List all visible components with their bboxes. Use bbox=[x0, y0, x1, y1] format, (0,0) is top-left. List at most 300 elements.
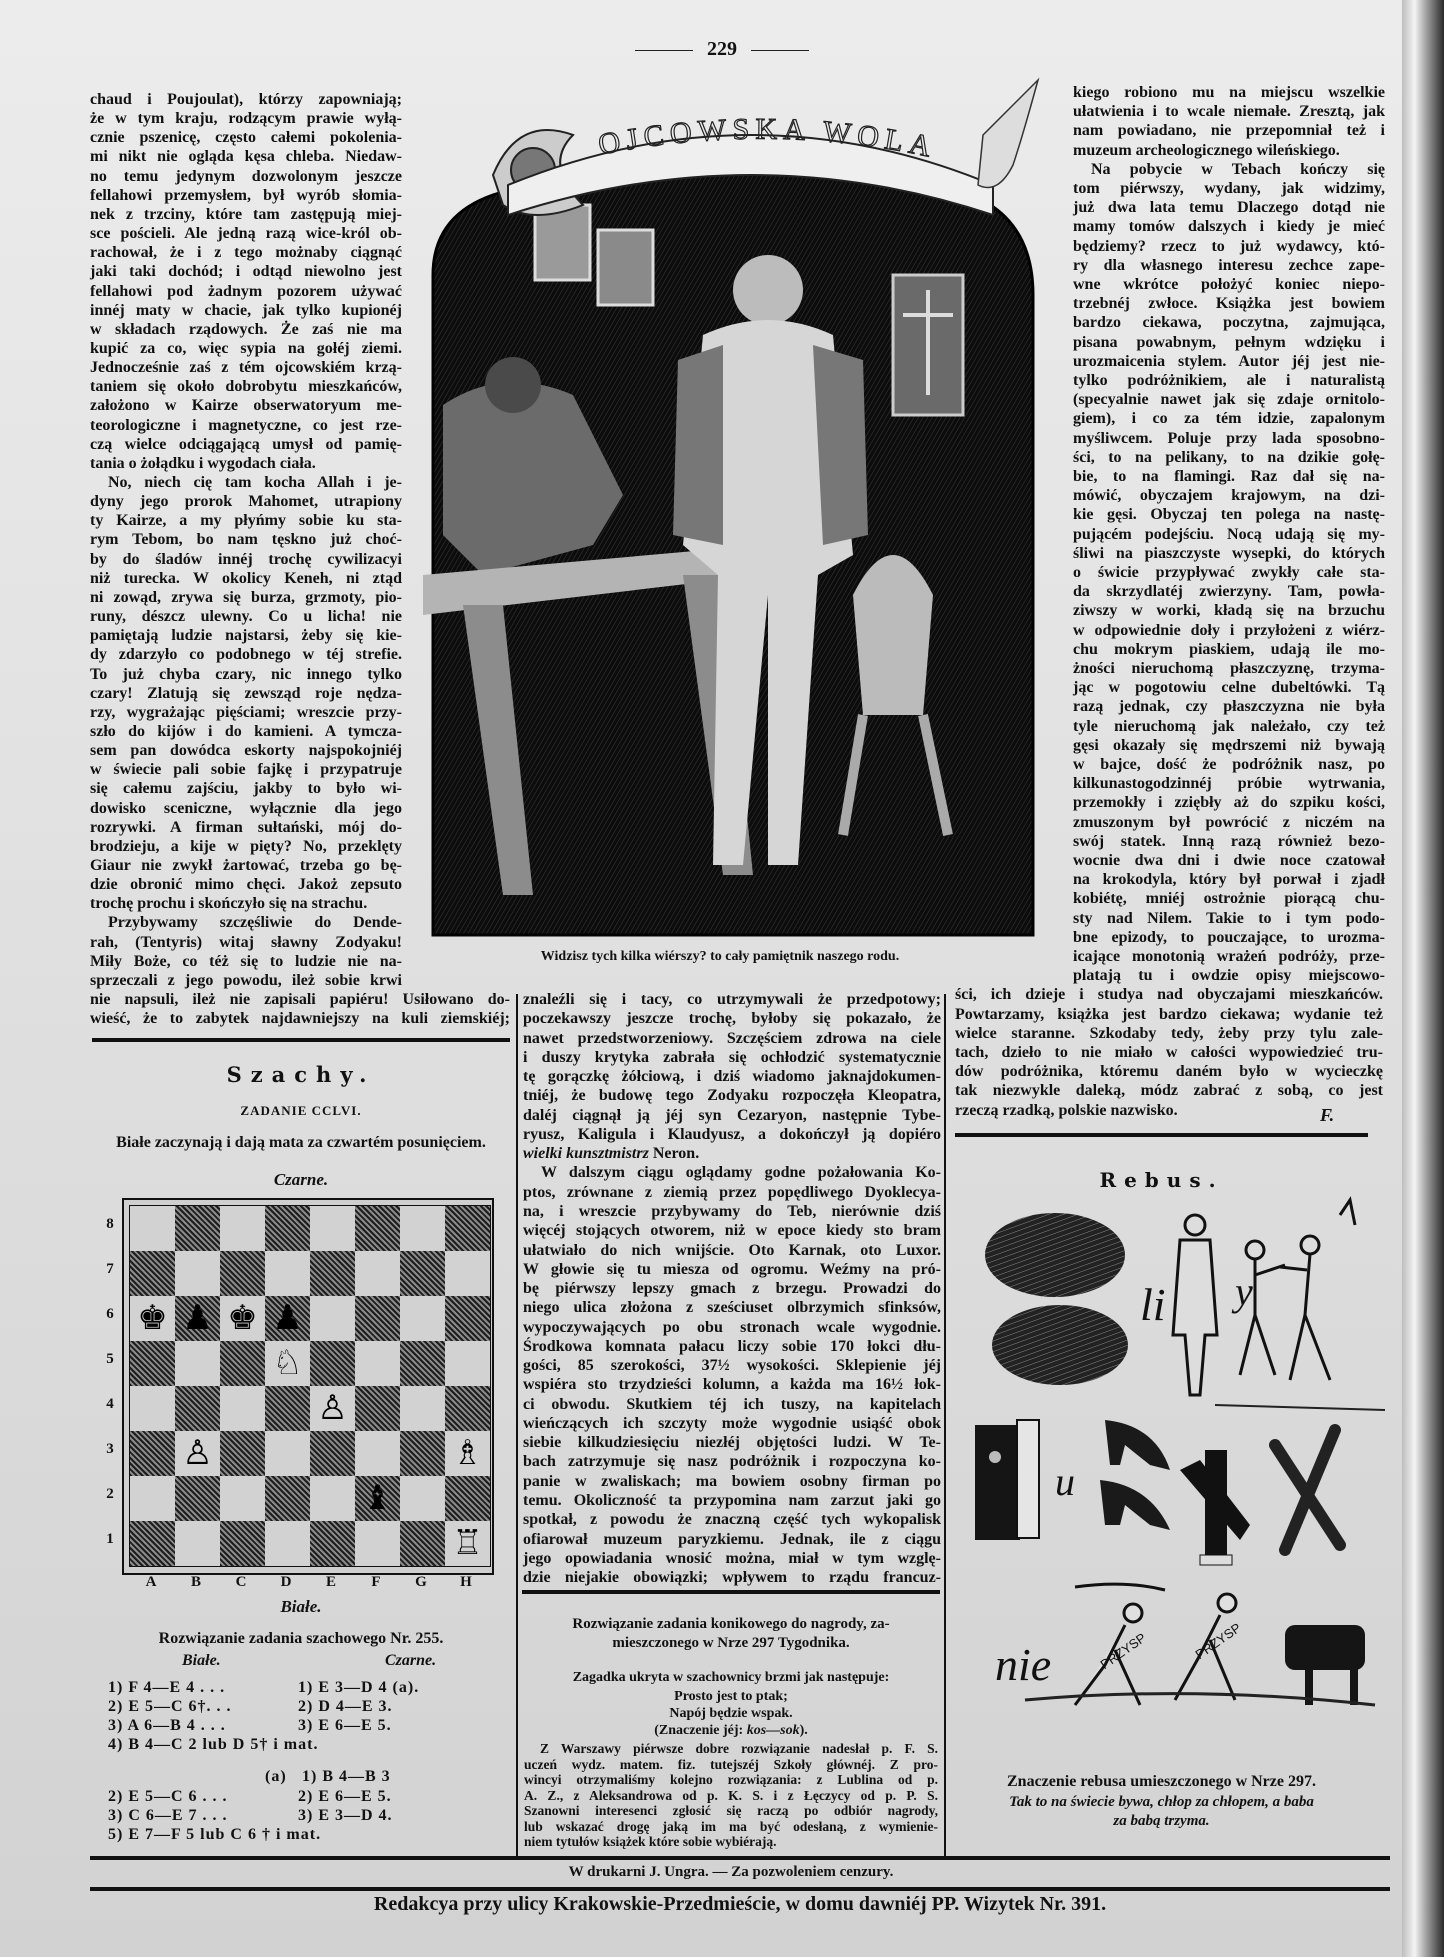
text-line-content bbox=[90, 971, 402, 990]
text-line bbox=[90, 262, 402, 281]
text-line-words: mi nikt nie ogląda kęsa chleba. Niedaw- bbox=[90, 148, 402, 166]
text-line-words: jaki taki dochód; i odtąd niewolno jest bbox=[90, 263, 402, 281]
text-line-words: ści, ich dzieje i studya nad obyczajami mieszkańców. bbox=[955, 986, 1383, 1004]
text-line-words: ułatwiało do nich wnijście. Oto Karnak, oto Luxor. bbox=[523, 1241, 941, 1259]
text-line-words: wypoczywających po obu stronach wcale wygodnie. bbox=[523, 1318, 941, 1336]
text-line bbox=[90, 435, 402, 454]
text-line bbox=[90, 856, 402, 875]
text-line bbox=[523, 1356, 941, 1375]
chess-move: 5) E 7—F 5 lub C 6 † i mat. bbox=[108, 1826, 322, 1843]
text-line-words: To już chyba czary, nic innego tylko bbox=[90, 665, 402, 683]
square-c8 bbox=[220, 1206, 265, 1251]
text-line-content bbox=[90, 282, 402, 301]
text-line-words: niego ulica złożona z sześciuset olbrzymich sfinksów, bbox=[523, 1299, 941, 1317]
square-f7 bbox=[355, 1251, 400, 1296]
text-line bbox=[1073, 198, 1385, 217]
square-h8 bbox=[445, 1206, 490, 1251]
text-line bbox=[1073, 832, 1385, 851]
printer-note: W drukarni J. Ungra. — Za pozwoleniem cenzury. bbox=[568, 1864, 894, 1880]
rank-label: 6 bbox=[106, 1306, 114, 1322]
text-line-content bbox=[90, 243, 402, 262]
page-number bbox=[0, 38, 1444, 61]
text-line bbox=[90, 282, 402, 301]
chair-back bbox=[853, 555, 933, 715]
text-line bbox=[955, 1005, 1383, 1024]
text-line-words: myśliwcem. Poluje przy lada sposobno- bbox=[1073, 429, 1385, 447]
text-line bbox=[1073, 352, 1385, 371]
square-h1 bbox=[445, 1521, 490, 1566]
text-line bbox=[1073, 928, 1385, 947]
text-line-words: sty nad Nilem. Takie to i tym podo- bbox=[1073, 909, 1385, 927]
text-line-words: dów podróżnika, któremu daném było w wycieczkę bbox=[955, 1063, 1383, 1081]
text-line-words: razą jednak, czy płaszczyzna nie była bbox=[1073, 698, 1385, 716]
text-line-words: ci obwodu. Skutkiem téj ich tuszy, na kapitelach bbox=[523, 1395, 941, 1413]
text-line bbox=[523, 1029, 941, 1048]
text-line-content bbox=[90, 894, 367, 913]
engraving-svg bbox=[423, 75, 1041, 945]
rank-label: 3 bbox=[106, 1441, 114, 1457]
square-e8 bbox=[310, 1206, 355, 1251]
text-line bbox=[90, 301, 402, 320]
text-line-content bbox=[1073, 678, 1385, 697]
text-line bbox=[90, 1009, 510, 1028]
text-line-words: dyny jego prorok Mahomet, utrapiony bbox=[90, 493, 402, 511]
square-f5 bbox=[355, 1341, 400, 1386]
text-line-content bbox=[90, 703, 402, 722]
chess-board bbox=[122, 1198, 494, 1575]
text-line-content bbox=[90, 128, 402, 147]
text-line-words: innéj maty w chacie, jak tylko kupionéj bbox=[90, 301, 402, 319]
oxen-icon bbox=[1285, 1625, 1365, 1705]
text-line-content bbox=[90, 684, 402, 703]
text-line-content bbox=[1073, 563, 1385, 582]
text-line bbox=[523, 1491, 941, 1510]
text-line-words: się całemu zajściu, jakby to było wi- bbox=[90, 780, 402, 798]
text-line-content bbox=[90, 186, 402, 205]
text-line bbox=[955, 1043, 1383, 1062]
text-line-words: tach, dzieło to nie miało w całości wypowiedzieć tru- bbox=[955, 1044, 1383, 1061]
variation-first-move: 1) B 4—B 3 bbox=[302, 1768, 391, 1785]
rebus-title: Rebus. bbox=[1099, 1168, 1224, 1192]
text-line-words: rah, (Tentyris) witaj sławny Zodyaku! bbox=[90, 933, 402, 951]
footer-rule bbox=[90, 1887, 1390, 1891]
file-label: G bbox=[415, 1574, 427, 1590]
square-d2 bbox=[265, 1476, 310, 1521]
column-divider bbox=[944, 994, 946, 1856]
text-line-content bbox=[1073, 851, 1385, 870]
text-line bbox=[523, 1568, 941, 1587]
text-line-content bbox=[90, 875, 402, 894]
text-line-content bbox=[1073, 121, 1385, 140]
text-line bbox=[1073, 659, 1385, 678]
chess-piece-icon: ♟ bbox=[182, 1298, 213, 1338]
text-line bbox=[1091, 160, 1385, 179]
chess-piece-icon: ♗ bbox=[452, 1433, 483, 1473]
text-line-content bbox=[1073, 371, 1385, 390]
wall-icon-picture bbox=[535, 205, 590, 280]
text-line-content bbox=[90, 90, 402, 109]
meaning-answer: kos—sok bbox=[746, 1723, 800, 1738]
file-label: H bbox=[460, 1574, 472, 1590]
text-line-words: wieść, że to zabytek najdawniejszy na kuli ziemskiéj; bbox=[90, 1010, 510, 1028]
text-line-words: pamiętają ludzie najstarsi, żeby się kie- bbox=[90, 627, 402, 645]
text-line-content bbox=[523, 1414, 941, 1433]
text-line bbox=[523, 1337, 941, 1356]
text-line-content bbox=[1073, 889, 1385, 908]
text-line bbox=[90, 128, 402, 147]
text-line bbox=[90, 396, 402, 415]
text-line-content bbox=[1073, 601, 1385, 620]
editorial-address: Redakcya przy ulicy Krakowskie-Przedmieście, w domu dawniéj PP. Wizytek Nr. 391. bbox=[373, 1893, 1107, 1915]
text-line-words: jego opowiadania wnosić można, miał w tym wzglę- bbox=[523, 1549, 941, 1567]
text-line-content bbox=[523, 1009, 941, 1028]
chess-piece-icon: ♚ bbox=[137, 1298, 168, 1338]
text-line bbox=[955, 985, 1383, 1004]
meaning-prefix: (Znaczenie jéj: bbox=[654, 1723, 747, 1738]
text-line-words: No, niech cię tam kocha Allah i je- bbox=[108, 474, 402, 491]
rank-label: 1 bbox=[106, 1531, 114, 1547]
text-line-content bbox=[90, 167, 402, 186]
text-line-content bbox=[90, 990, 510, 1009]
chess-move: 3) A 6—B 4 . . . bbox=[108, 1717, 226, 1734]
text-line bbox=[90, 358, 402, 377]
text-line-content bbox=[955, 1024, 1383, 1043]
square-f8 bbox=[355, 1206, 400, 1251]
square-e7 bbox=[310, 1251, 355, 1296]
rebus-picture bbox=[955, 1195, 1395, 1715]
text-line-content bbox=[1073, 947, 1385, 966]
text-line-words: ry dla własnego interesu zechce zape- bbox=[1073, 256, 1385, 274]
fighting-figures bbox=[1240, 1200, 1355, 1380]
text-line-words: wielce staranne. Szkodaby tedy, żeby przy tylu zale- bbox=[955, 1024, 1383, 1042]
text-line-content bbox=[1073, 928, 1385, 947]
text-line bbox=[90, 952, 402, 971]
text-line-content bbox=[90, 262, 402, 281]
text-line-content bbox=[90, 416, 402, 435]
text-line-content bbox=[1073, 505, 1385, 524]
author-signature: F. bbox=[1320, 1105, 1335, 1125]
text-line-words: gęsi okazały się mędrszemi niż bywają bbox=[1073, 736, 1385, 754]
text-line-content bbox=[90, 741, 402, 760]
text-line bbox=[523, 1009, 941, 1028]
file-label: B bbox=[190, 1574, 201, 1590]
square-b5 bbox=[175, 1341, 220, 1386]
text-line-content bbox=[1073, 909, 1385, 928]
text-line-content bbox=[90, 569, 402, 588]
text-line-words: jąc w pogotowiu celne dubeltówki. Tą bbox=[1073, 679, 1385, 697]
text-line-content bbox=[1073, 525, 1385, 544]
text-line bbox=[90, 530, 402, 549]
text-line-words: tylko podróżnikiem, ale i naturalistą bbox=[1073, 372, 1385, 389]
solution-black-header: Czarne. bbox=[385, 1652, 437, 1669]
section-rule bbox=[92, 1038, 510, 1042]
text-line-words: icające monotonią wrażeń podróży, prze- bbox=[1073, 948, 1385, 965]
text-line-content bbox=[523, 1510, 941, 1529]
knight-puzzle-line-text: niem tytułów książek które sobie wybiérają. bbox=[524, 1834, 777, 1849]
text-line bbox=[1073, 544, 1385, 563]
text-line-content bbox=[108, 913, 402, 932]
text-line-content bbox=[523, 1530, 941, 1549]
text-line-words: wieńczących ich szczyty może wygodnie usiąść obok bbox=[523, 1414, 941, 1432]
square-d6 bbox=[265, 1296, 310, 1341]
file-label: F bbox=[371, 1574, 381, 1590]
rebus-letters-li: li bbox=[1140, 1279, 1166, 1330]
text-line-words: kie gęsi. Obyczaj ten polega na nastę- bbox=[1073, 506, 1385, 524]
text-line bbox=[523, 1433, 941, 1452]
text-line-content bbox=[90, 588, 402, 607]
chess-move: 3) C 6—E 7 . . . bbox=[108, 1807, 228, 1824]
text-line-content bbox=[90, 435, 402, 454]
text-line-words: fellahowi pod żadnym pozorem używać bbox=[90, 282, 402, 300]
text-line bbox=[523, 1279, 941, 1298]
text-line-words: będziemy? rzecz to już wydawcy, któ- bbox=[1073, 237, 1385, 255]
text-line-content bbox=[90, 454, 316, 473]
text-line-content bbox=[1073, 256, 1385, 275]
rebus-letter-u: u bbox=[1055, 1459, 1075, 1504]
text-line bbox=[523, 1472, 941, 1491]
text-line-words: kiego robiono mu na miejscu wszelkie bbox=[1073, 84, 1385, 101]
text-line-words: ziwszy w worki, kładą się na brzuchu bbox=[1073, 602, 1385, 620]
text-line-content bbox=[523, 1125, 941, 1144]
knight-puzzle-verse-2: Napój będzie wspak. bbox=[669, 1706, 793, 1721]
text-line-words: tę gorączkę żółciową, i dziś wiadomo jaknajdokumen- bbox=[523, 1068, 941, 1086]
rebus-letters-nie: nie bbox=[995, 1639, 1052, 1690]
knight-puzzle-meaning bbox=[522, 1723, 940, 1739]
text-line-words: ułatwienia i to wcale niemałe. Zresztą, jak bbox=[1073, 103, 1385, 121]
text-line-words: kilkunastogodzinnéj próbie wytrwania, bbox=[1073, 775, 1385, 793]
text-line-words: wspiéra sto trzydzieści kolumn, a każda ma 16½ łok- bbox=[523, 1376, 941, 1394]
text-line-content bbox=[90, 1009, 510, 1028]
chess-title: Szachy. bbox=[226, 1062, 376, 1087]
text-line-words: niż turecka. W okolicy Keneh, ni ztąd bbox=[90, 569, 402, 587]
text-line bbox=[90, 550, 402, 569]
text-line-content bbox=[1073, 217, 1385, 236]
text-line-content bbox=[1073, 621, 1385, 640]
text-line-content bbox=[955, 1005, 1383, 1024]
text-line-words: więcéj stojących otworem, niż w epoce kiedy sto bram bbox=[523, 1222, 941, 1240]
text-line bbox=[523, 1106, 941, 1125]
text-line bbox=[1073, 102, 1385, 121]
text-line-words: dy zdarzyło co podobnego w téj strefie. bbox=[90, 646, 402, 664]
text-line-words: ptos, zrównane z ziemią przez popędliwego Dyoklecya- bbox=[523, 1183, 941, 1201]
text-line bbox=[523, 1125, 941, 1144]
text-line bbox=[108, 473, 402, 492]
text-line-words: ni zowąd, zrywa się burza, grzmoty, pio- bbox=[90, 588, 402, 606]
angel-figure bbox=[978, 80, 1038, 188]
text-line-content bbox=[523, 1549, 941, 1568]
text-line bbox=[1073, 966, 1385, 985]
text-line bbox=[90, 147, 402, 166]
text-line bbox=[523, 1144, 941, 1163]
scan-page-edge bbox=[1402, 0, 1444, 1957]
text-line bbox=[523, 1086, 941, 1105]
text-line bbox=[1073, 429, 1385, 448]
knight-puzzle-line bbox=[524, 1788, 938, 1804]
square-d5 bbox=[265, 1341, 310, 1386]
text-line-words: spotkał, z powodu że znaczną część tych wykopalisk bbox=[523, 1511, 941, 1529]
text-line-content bbox=[523, 1029, 941, 1048]
text-line bbox=[1073, 525, 1385, 544]
text-line-words: bne epizody, to pouczające, to urozma- bbox=[1073, 928, 1385, 946]
square-a2 bbox=[130, 1476, 175, 1521]
square-b7 bbox=[175, 1251, 220, 1296]
rebus-label-przysp: PRZYSP bbox=[1097, 1629, 1149, 1673]
chess-black-label: Czarne. bbox=[273, 1170, 329, 1189]
text-line-words: bie, to na flamingi. Raz dał się na- bbox=[1073, 468, 1385, 485]
text-line-words: na krokodyla, który był porwał i zjadł bbox=[1073, 871, 1385, 889]
chess-move: 2) E 6—E 5. bbox=[298, 1788, 392, 1805]
text-line-content bbox=[523, 1202, 941, 1221]
text-line bbox=[90, 588, 402, 607]
square-c5 bbox=[220, 1341, 265, 1386]
text-line-words: założono w Kairze obserwatoryum me- bbox=[90, 397, 402, 415]
text-line-content bbox=[1073, 870, 1385, 889]
wall-icon-picture bbox=[598, 230, 653, 305]
square-b1 bbox=[175, 1521, 220, 1566]
text-line-words: śliwi na piaszczyste wysepki, do których bbox=[1073, 544, 1385, 562]
text-line-words: już dwa lata temu Dlaczego dotąd nie bbox=[1073, 199, 1385, 217]
text-line-content bbox=[90, 760, 402, 779]
square-g2 bbox=[400, 1476, 445, 1521]
variation-label: (a) bbox=[265, 1768, 287, 1785]
knight-puzzle-line bbox=[524, 1772, 938, 1788]
crossed-bones-icon bbox=[1275, 1430, 1340, 1550]
text-line-content bbox=[1073, 390, 1385, 409]
text-line-words: Giaur nie zwykł żartować, trzeba go bę- bbox=[90, 857, 402, 874]
text-line-content bbox=[1073, 736, 1385, 755]
text-line-content bbox=[1073, 755, 1385, 774]
rank-label: 4 bbox=[106, 1396, 114, 1412]
text-line-words: tak niezwykle daleką, módz zabrać z sobą, co jest bbox=[955, 1082, 1383, 1100]
text-line-content bbox=[1073, 83, 1385, 102]
square-g1 bbox=[400, 1521, 445, 1566]
text-line bbox=[90, 933, 402, 952]
text-line-words: Środkowa komnata pałacu liczy sobie 170 łokci dłu- bbox=[523, 1337, 941, 1355]
text-line-words: ści, to na pelikany, to na dzikie gołę- bbox=[1073, 448, 1385, 466]
text-line-content bbox=[90, 626, 402, 645]
text-line-words: swój statek. Inną razą również bezo- bbox=[1073, 832, 1385, 850]
text-line-content bbox=[1073, 141, 1340, 160]
knight-puzzle-line bbox=[524, 1803, 938, 1819]
square-g6 bbox=[400, 1296, 445, 1341]
text-line-content bbox=[523, 1491, 941, 1510]
text-line-words: czary! Zlatują się zewsząd roje nędza- bbox=[90, 684, 402, 702]
text-line-words: o świcie przypływać zwykły całe sta- bbox=[1073, 564, 1385, 581]
banner-title-text: OJCOWSKA WOLA bbox=[595, 112, 940, 165]
text-line-words: bę piérwszy lepszy gmach z brzegu. Prowadzi do bbox=[523, 1280, 941, 1298]
text-line-content bbox=[523, 1318, 941, 1337]
text-line bbox=[523, 1530, 941, 1549]
engraving-illustration bbox=[423, 75, 1041, 945]
text-line-content bbox=[90, 722, 402, 741]
text-line-words: na, i wreszcie przybywamy do Teb, nierównie dziś bbox=[523, 1202, 941, 1220]
text-line-words: giem), i co za tém idzie, zapalonym bbox=[1073, 410, 1385, 428]
text-line-content bbox=[1073, 352, 1385, 371]
text-line-content bbox=[523, 1183, 941, 1202]
text-line bbox=[1073, 813, 1385, 832]
square-e1 bbox=[310, 1521, 355, 1566]
text-line bbox=[1073, 333, 1385, 352]
text-line-content bbox=[523, 1086, 941, 1105]
knight-puzzle-line-text: A. Z., z Aleksandrowa od p. K. S. i z Łęczycy od p. P. S. bbox=[524, 1787, 938, 1803]
text-line bbox=[90, 894, 402, 913]
text-line-words: tania o żołądku i wygodach ciała. bbox=[90, 454, 316, 472]
text-line-words: fellahowi przemysłem, był wyrób słomia- bbox=[90, 186, 402, 204]
knight-puzzle-line-text: Z Warszawy piérwsze dobre rozwiązanie nadesłał p. F. S. bbox=[540, 1741, 938, 1756]
text-line bbox=[523, 990, 941, 1009]
chess-move: 4) B 4—C 2 lub D 5† i mat. bbox=[108, 1736, 319, 1753]
text-line-content bbox=[523, 1356, 941, 1375]
text-line bbox=[90, 186, 402, 205]
text-line-words: dowisko sceniczne, wyłącznie dla jego bbox=[90, 799, 402, 817]
text-line-content bbox=[523, 1067, 941, 1086]
text-line-content bbox=[90, 511, 402, 530]
text-line-content bbox=[1073, 429, 1385, 448]
text-line-content bbox=[90, 952, 402, 971]
square-c1 bbox=[220, 1521, 265, 1566]
square-c7 bbox=[220, 1251, 265, 1296]
text-line-words: pującém podejściu. Nocą udają się my- bbox=[1073, 525, 1385, 543]
text-line-words: tniéj, że budowę tego Zodyaku rozpoczęła Kleopatra, bbox=[523, 1087, 941, 1105]
chess-task: Białe zaczynają i dają mata za czwartém posunięciem. bbox=[116, 1134, 486, 1151]
text-line bbox=[1073, 467, 1385, 486]
rank-label: 5 bbox=[106, 1351, 114, 1367]
chess-solution-title: Rozwiązanie zadania szachowego Nr. 255. bbox=[158, 1630, 444, 1647]
text-line-words: tom piérwszy, wydany, jak widzimy, bbox=[1073, 180, 1385, 197]
rank-label: 8 bbox=[106, 1216, 114, 1232]
text-line-content bbox=[1073, 237, 1385, 256]
text-line bbox=[90, 760, 402, 779]
square-h5 bbox=[445, 1341, 490, 1386]
square-g4 bbox=[400, 1386, 445, 1431]
chess-white-label: Białe. bbox=[280, 1597, 322, 1616]
text-line bbox=[1073, 237, 1385, 256]
text-line bbox=[523, 1375, 941, 1394]
text-line-words: nie napsuli, ileż nie zapisali papiéru! Usiłowano do- bbox=[90, 991, 510, 1009]
text-line bbox=[1073, 736, 1385, 755]
text-line bbox=[1073, 582, 1385, 601]
text-line-content bbox=[90, 818, 402, 837]
file-label: C bbox=[235, 1574, 247, 1590]
text-line bbox=[90, 875, 402, 894]
file-label: E bbox=[325, 1574, 336, 1590]
square-h3 bbox=[445, 1431, 490, 1476]
text-line-words: rachował, że i z tego możnaby ciągnąć bbox=[90, 244, 402, 262]
letter-shapes-icon bbox=[1180, 1450, 1250, 1565]
text-line bbox=[523, 1414, 941, 1433]
chess-move: 2) D 4—E 3. bbox=[298, 1698, 393, 1715]
text-line-content bbox=[108, 473, 402, 492]
square-f6 bbox=[355, 1296, 400, 1341]
square-d4 bbox=[265, 1386, 310, 1431]
text-line bbox=[90, 224, 402, 243]
text-line-content bbox=[1073, 697, 1385, 716]
text-line-words: znaleźli się i tacy, co utrzymywali że przedpotowy; bbox=[523, 991, 941, 1008]
text-line bbox=[955, 1081, 1383, 1100]
text-line-words: sem pan dowódca eskorty najspokojniéj bbox=[90, 742, 402, 760]
hedgehog-icon bbox=[985, 1213, 1125, 1297]
text-line bbox=[1073, 141, 1385, 160]
text-line bbox=[90, 837, 402, 856]
square-e3 bbox=[310, 1431, 355, 1476]
text-line bbox=[1073, 889, 1385, 908]
chess-board-grid bbox=[129, 1205, 491, 1567]
text-line bbox=[523, 1395, 941, 1414]
knight-puzzle-line-text: lub wskazać drogę jaką im ma być odesłaną, z wymienie- bbox=[524, 1818, 938, 1834]
text-line bbox=[90, 645, 402, 664]
text-line-words: trzebnéj zwłoce. Książka jest bowiem bbox=[1073, 295, 1385, 313]
text-line bbox=[90, 799, 402, 818]
